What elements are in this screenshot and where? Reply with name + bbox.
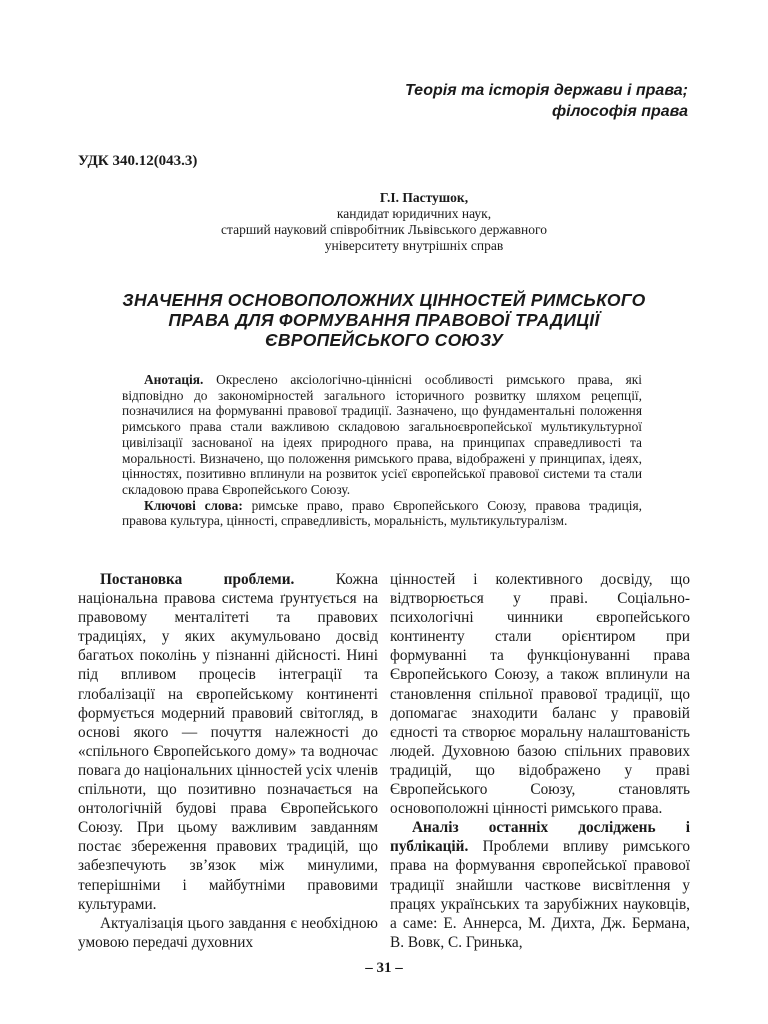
section-header-line-2: філософія права xyxy=(551,103,688,120)
abstract-paragraph xyxy=(122,372,642,498)
udk-code: УДК 340.12(043.3) xyxy=(78,153,198,169)
abstract-text: Окреслено аксіологічно-ціннісні особливості римського права, які відповідно до закономірностей загального історичного розвитку шляхом рецепції, позначилися на формуванні правової традиції. Зазначено, що фундаментальні положення римського права стали важливою складовою загальноєвропейської мультикультурної цивілізації заснованої на ідеях природного права, на принципах справедливості та моральності. Визначено, що положення римського права, відображені у принципах, ідеях, цінностях, позитивно вплинули на розвиток усієї європейської правової системи та стали складовою права Європейського Союзу. xyxy=(122,372,642,497)
author-position: старший науковий співробітник Львівського державного xyxy=(221,222,547,237)
keywords-label: Ключові слова: xyxy=(144,497,243,513)
problem-statement-label: Постановка проблеми. xyxy=(100,571,295,588)
body-paragraph-4-text: Проблеми впливу римського права на формування європейської правової традиції знайшли часткове висвітлення у працях українських та зарубіжних науковців, а саме: Е. Аннерса, М. Дихта, Дж. Бермана, В. Вовк, С. Гринька, xyxy=(390,838,691,951)
abstract-block xyxy=(122,372,642,529)
body-paragraph-3: цінностей і колективного досвіду, що відтворюється у праві. Соціально-психологічні чинники європейського континенту стали орієнтиром при формуванні та функціонуванні права Європейського Союзу, а також вплинули на становлення спільної правової традиції, що допомагає знаходити баланс у правовій єдності та створює моральну налаштованість людей. Духовною базою спільних правових традицій, що відображено у праві Європейського Союзу, становлять основоположні цінності римського права. xyxy=(390,571,690,818)
keywords-paragraph xyxy=(122,498,642,529)
body-paragraph-1-text: Кожна національна правова система ґрунтується на правовому менталітеті та правових традиціях, у яких акумульовано досвід багатьох поколінь у пізнанні дійсності. Нині під впливом процесів інтеграції та глобалізації на європейському континенті формується модерний правовий світогляд, в основі якого — почуття належності до «спільного Європейського дому» та водночас повага до національних цінностей усіх членів спільноти, що позитивно позначається на онтологічній будові права Європейського Союзу. При цьому важливим завданням постає збереження правових традицій, що забезпечують зв’язок між минулими, теперішніми і майбутніми правовими культурами. xyxy=(78,571,378,913)
body-column-left xyxy=(78,570,378,952)
title-line-2: ПРАВА ДЛЯ ФОРМУВАННЯ ПРАВОВОЇ ТРАДИЦІЇ xyxy=(168,310,600,330)
abstract-label: Анотація. xyxy=(144,372,204,387)
section-header xyxy=(405,80,688,122)
title-line-1: ЗНАЧЕННЯ ОСНОВОПОЛОЖНИХ ЦІННОСТЕЙ РИМСЬКОГО xyxy=(122,290,646,310)
article-title xyxy=(70,290,698,350)
keywords-text: римське право, право Європейського Союзу, правова традиція, правова культура, цінності, справедливість, моральність, мультикультуралізм. xyxy=(122,497,642,529)
title-line-3: ЄВРОПЕЙСЬКОГО СОЮЗУ xyxy=(264,330,504,350)
body-paragraph-1 xyxy=(78,570,378,914)
body-paragraph-2: Актуалізація цього завдання є необхідною умовою передачі духовних xyxy=(78,914,378,951)
body-column-right xyxy=(390,570,690,952)
literature-review-label: Аналіз останніх досліджень і публікацій. xyxy=(390,819,690,856)
author-block xyxy=(80,190,688,254)
author-name: Г.І. Пастушок, xyxy=(379,190,469,205)
page-number: – 31 – xyxy=(365,960,403,976)
section-header-line-1: Теорія та історія держави і права; xyxy=(404,82,688,99)
body-paragraph-4 xyxy=(390,818,690,952)
author-degree: кандидат юридичних наук, xyxy=(336,206,492,221)
author-institution: університету внутрішніх справ xyxy=(324,238,504,253)
